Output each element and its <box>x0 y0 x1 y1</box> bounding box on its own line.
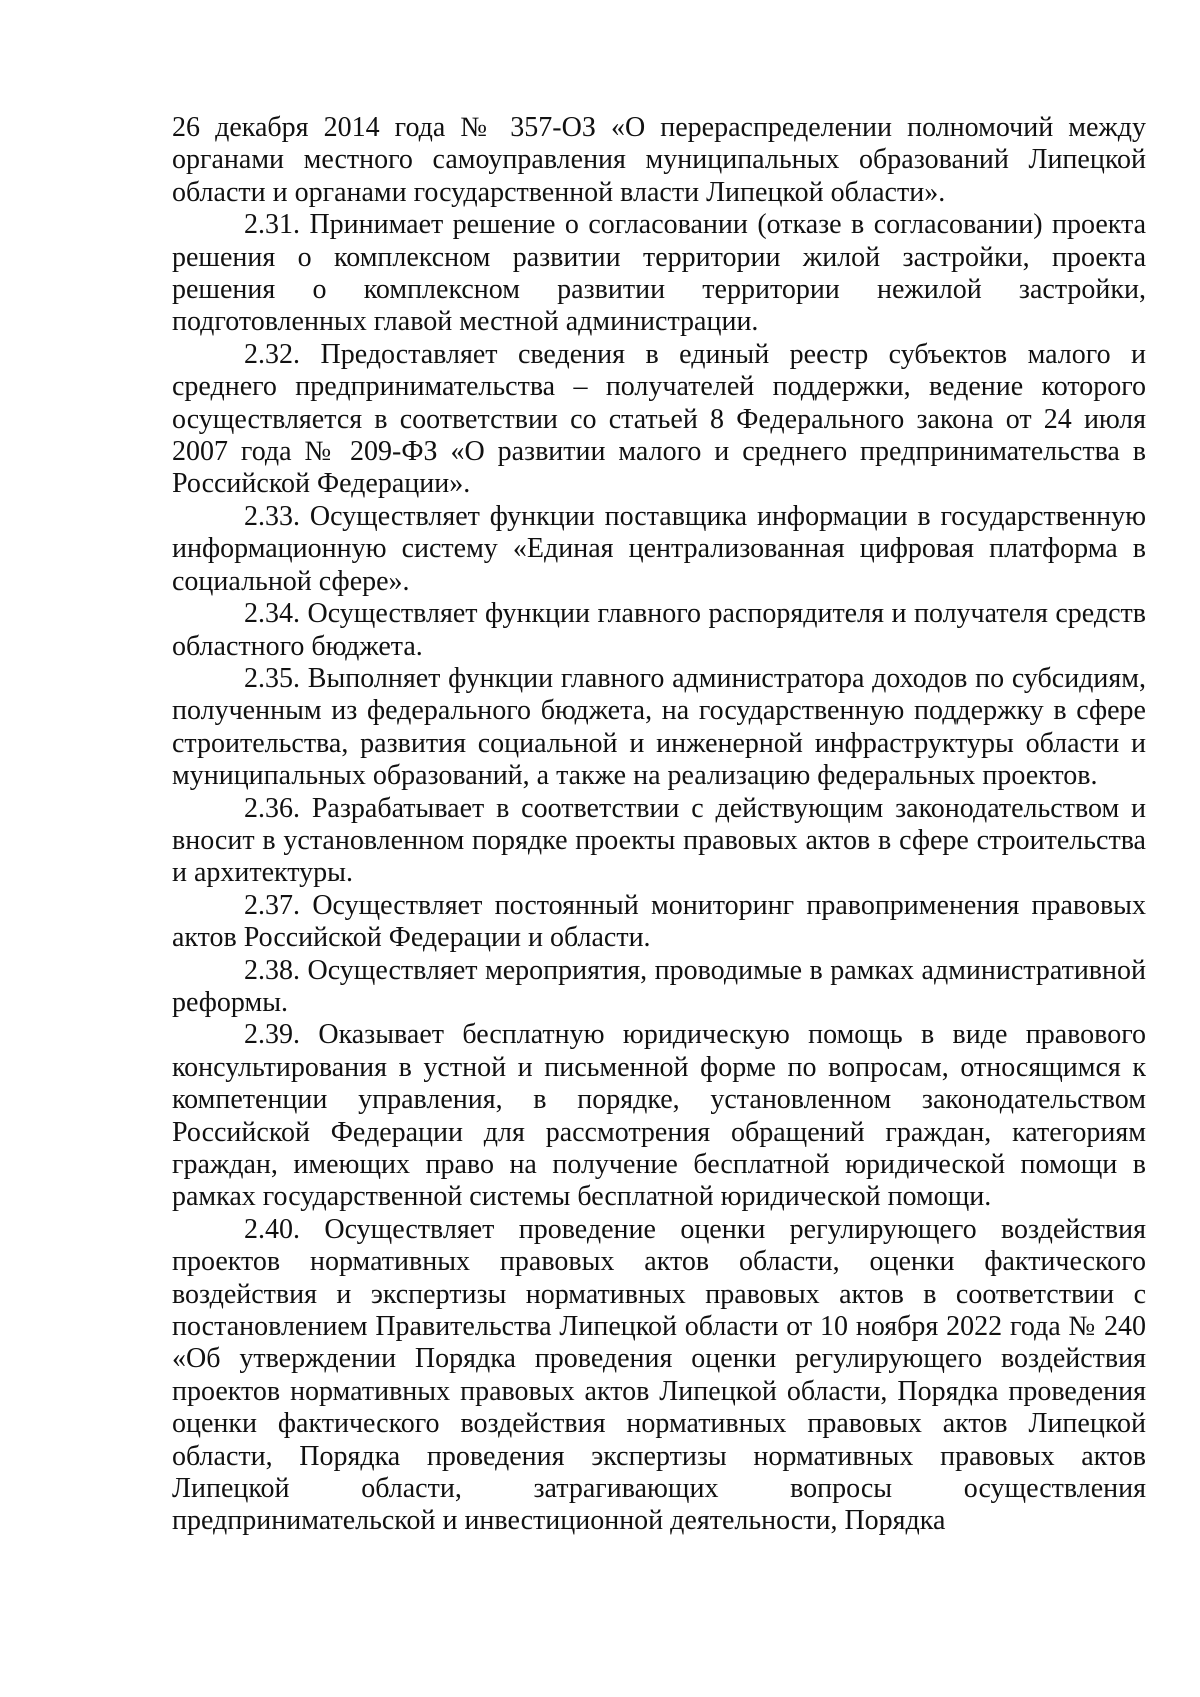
clause-2-34 <box>172 598 1146 663</box>
clause-2-39 <box>172 1019 1146 1213</box>
clause-text: Осуществляет функции главного распорядителя и получателя средств областного бюджета. <box>172 598 1146 662</box>
clause-2-33 <box>172 501 1146 598</box>
clause-number: 2.33. <box>244 500 300 532</box>
clause-2-36 <box>172 793 1146 890</box>
clause-text: Осуществляет проведение оценки регулирующего воздействия проектов нормативных правовых актов области, оценки фактического воздействия и экспертизы нормативных правовых актов в соответствии с постановлением Правительства Липецкой области от 10 ноября 2022 года № 240 «Об утверждении Порядка проведения оценки регулирующего воздействия проектов нормативных правовых актов Липецкой области, Порядка проведения оценки фактического воздействия нормативных правовых актов Липецкой области, Порядка проведения экспертизы нормативных правовых актов Липецкой области, затрагивающих вопросы осуществления предпринимательской и инвестиционной деятельности, Порядка <box>172 1213 1147 1537</box>
document-page <box>172 112 1146 1538</box>
clause-text: Разрабатывает в соответствии с действующим законодательством и вносит в установленном порядке проекты правовых актов в сфере строительства и архитектуры. <box>172 792 1147 889</box>
clause-text: Выполняет функции главного администратора доходов по субсидиям, полученным из федерального бюджета, на государственную поддержку в сфере строительства, развития социальной и инженерной инфраструктуры области и муниципальных образований, а также на реализацию федеральных проектов. <box>172 662 1147 792</box>
clause-text: Осуществляет функции поставщика информации в государственную информационную систему «Единая централизованная цифровая платформа в социальной сфере». <box>172 500 1146 597</box>
clause-2-40 <box>172 1214 1146 1538</box>
clause-text: Предоставляет сведения в единый реестр субъектов малого и среднего предпринимательства – получателей поддержки, ведение которого осуществляется в соответствии со статьей 8 Федерального закона от 24 июля 2007 года № 209-ФЗ «О развитии малого и среднего предпринимательства в Российской Федерации». <box>172 338 1147 500</box>
clause-number: 2.40. <box>244 1213 300 1245</box>
clause-text: Оказывает бесплатную юридическую помощь в виде правового консультирования в устной и письменной форме по вопросам, относящимся к компетенции управления, в порядке, установленном законодательством Российской Федерации для рассмотрения обращений граждан, категориям граждан, имеющих право на получение бесплатной юридической помощи в рамках государственной системы бесплатной юридической помощи. <box>172 1019 1147 1213</box>
clause-number: 2.37. <box>244 889 300 921</box>
continuation-paragraph: 26 декабря 2014 года № 357-ОЗ «О перераспределении полномочий между органами местного самоуправления муниципальных образований Липецкой области и органами государственной власти Липецкой области». <box>172 112 1146 208</box>
clause-2-37 <box>172 890 1146 955</box>
clause-text: Осуществляет постоянный мониторинг правоприменения правовых актов Российской Федерации и области. <box>172 889 1146 954</box>
clause-2-32 <box>172 339 1146 501</box>
clause-number: 2.34. <box>244 598 300 630</box>
clause-2-35 <box>172 663 1146 793</box>
clause-number: 2.36. <box>244 792 300 824</box>
clause-2-31 <box>172 209 1146 339</box>
clause-text: Осуществляет мероприятия, проводимые в рамках административной реформы. <box>172 954 1146 1018</box>
clause-number: 2.31. <box>244 209 300 241</box>
clause-number: 2.38. <box>244 954 300 986</box>
clause-number: 2.32. <box>244 338 300 370</box>
clause-text: Принимает решение о согласовании (отказе в согласовании) проекта решения о комплексном развитии территории жилой застройки, проекта решения о комплексном развитии территории нежилой застройки, подготовленных главой местной администрации. <box>172 209 1146 338</box>
clause-2-38 <box>172 955 1146 1020</box>
clause-number: 2.35. <box>244 662 300 694</box>
clause-number: 2.39. <box>244 1019 300 1051</box>
